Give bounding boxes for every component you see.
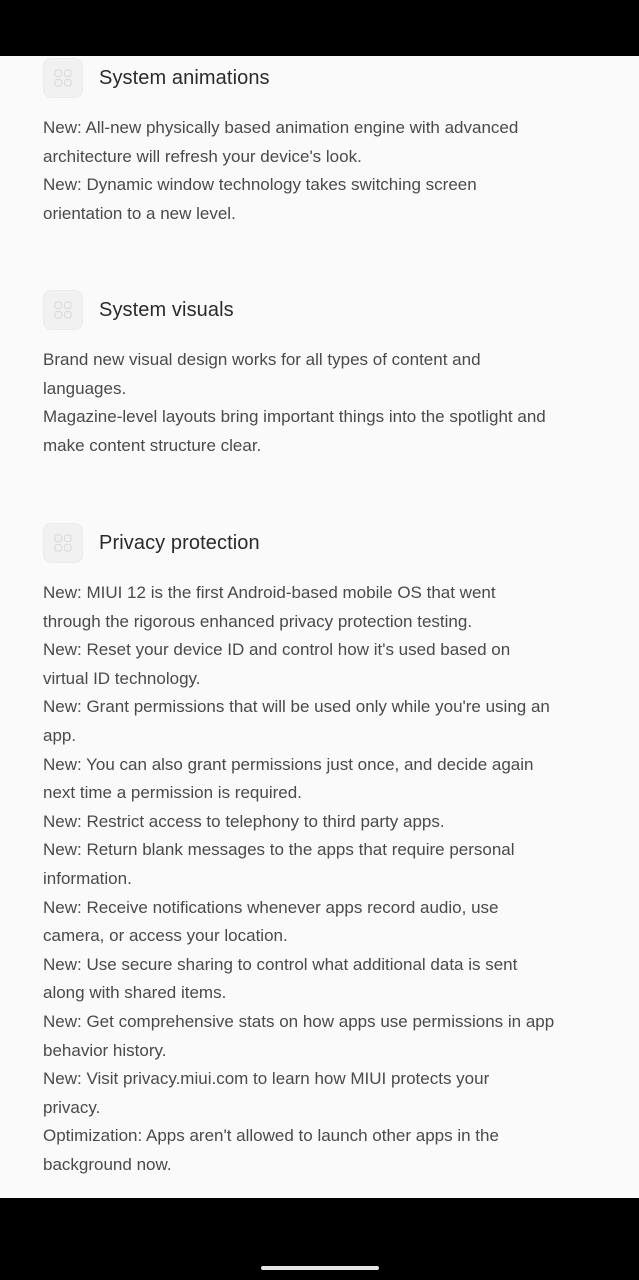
- body-line: New: Get comprehensive stats on how apps use permissions in app: [43, 1011, 555, 1031]
- body-line: New: Reset your device ID and control how it's used based on: [43, 640, 511, 660]
- body-line: architecture will refresh your device's look.: [43, 146, 362, 166]
- body-line: privacy.: [43, 1097, 101, 1117]
- section-header: [43, 57, 270, 99]
- body-line: New: Receive notifications whenever apps record audio, use: [43, 897, 499, 917]
- section-body: [43, 114, 603, 228]
- body-line: through the rigorous enhanced privacy protection testing.: [43, 611, 473, 631]
- grid-icon: [43, 58, 83, 98]
- section-title: System animations: [99, 66, 270, 89]
- body-line: along with shared items.: [43, 983, 227, 1003]
- body-line: orientation to a new level.: [43, 203, 236, 223]
- body-line: New: Grant permissions that will be used only while you're using an: [43, 697, 550, 717]
- body-line: New: You can also grant permissions just once, and decide again: [43, 754, 534, 774]
- section-title: Privacy protection: [99, 531, 260, 554]
- section-header: [43, 522, 260, 564]
- body-line: Brand new visual design works for all types of content and: [43, 350, 481, 369]
- body-line: virtual ID technology.: [43, 668, 201, 688]
- body-line: New: All-new physically based animation engine with advanced: [43, 118, 519, 137]
- section-header: [43, 289, 234, 331]
- grid-icon: [43, 290, 83, 330]
- body-line: camera, or access your location.: [43, 926, 288, 946]
- body-line: New: Use secure sharing to control what additional data is sent: [43, 954, 518, 974]
- body-line: New: Return blank messages to the apps that require personal: [43, 840, 515, 860]
- section-body: [43, 346, 603, 460]
- body-line: New: Visit privacy.miui.com to learn how MIUI protects your: [43, 1069, 490, 1089]
- section-body: [43, 579, 603, 1179]
- body-line: next time a permission is required.: [43, 783, 302, 803]
- changelog-content[interactable]: [0, 56, 639, 1198]
- body-line: app.: [43, 725, 77, 745]
- body-line: Magazine-level layouts bring important things into the spotlight and: [43, 407, 546, 427]
- body-line: Optimization: Apps aren't allowed to launch other apps in the: [43, 1126, 499, 1146]
- body-line: information.: [43, 868, 132, 888]
- body-line: New: Restrict access to telephony to third party apps.: [43, 811, 445, 831]
- body-line: make content structure clear.: [43, 435, 262, 455]
- grid-icon: [43, 523, 83, 563]
- body-line: New: Dynamic window technology takes switching screen: [43, 175, 477, 195]
- status-bar: [0, 0, 639, 56]
- home-indicator[interactable]: [261, 1266, 379, 1270]
- body-line: behavior history.: [43, 1040, 167, 1060]
- body-line: New: MIUI 12 is the first Android-based mobile OS that went: [43, 583, 496, 602]
- section-title: System visuals: [99, 298, 234, 321]
- body-line: background now.: [43, 1154, 172, 1174]
- body-line: languages.: [43, 378, 127, 398]
